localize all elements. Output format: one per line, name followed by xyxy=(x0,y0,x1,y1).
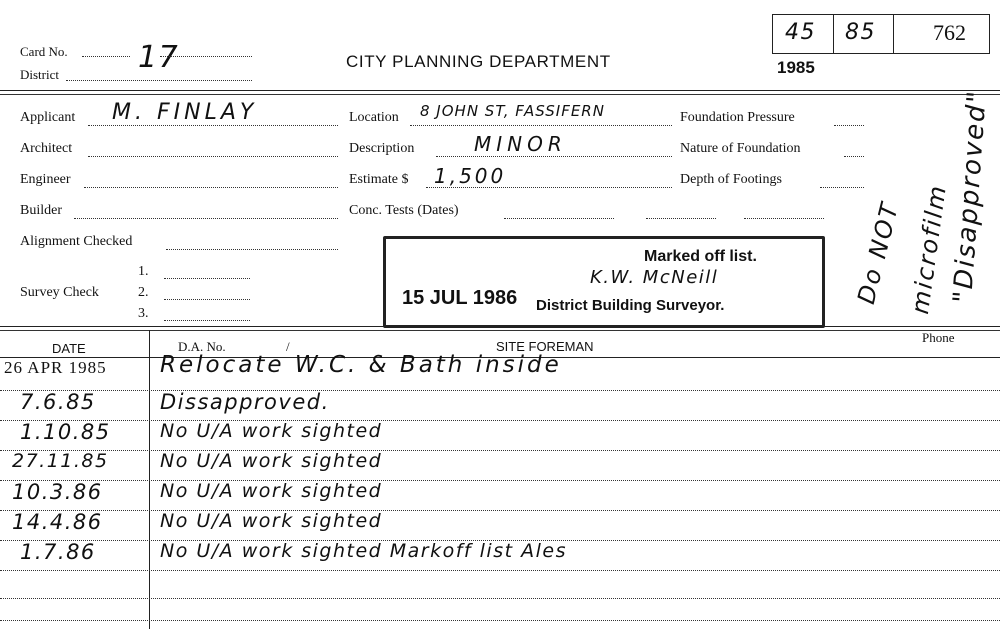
applicant-label: Applicant xyxy=(20,110,76,125)
table-row xyxy=(0,392,1000,416)
survey-check-label: Survey Check xyxy=(20,285,99,300)
year: 1985 xyxy=(777,58,815,77)
site-foreman-header: SITE FOREMAN xyxy=(496,339,594,354)
row-date: 10.3.86 xyxy=(12,480,103,504)
survey-number-2: 2. xyxy=(138,285,149,300)
foundation-pressure-label: Foundation Pressure xyxy=(680,110,795,125)
table-row xyxy=(0,512,1000,536)
architect-label: Architect xyxy=(20,141,73,156)
location-value: 8 JOHN ST, FASSIFERN xyxy=(420,102,605,120)
card-no-label: Card No. xyxy=(20,44,68,59)
card-no-value: 17 xyxy=(138,40,180,75)
ref-box-2: 85 xyxy=(845,20,876,45)
row-note: No U/A work sighted xyxy=(160,510,383,532)
row-date: 1.10.85 xyxy=(20,420,111,444)
survey-number-1: 1. xyxy=(138,264,149,279)
department-title: CITY PLANNING DEPARTMENT xyxy=(346,52,611,71)
description-label: Description xyxy=(349,141,415,156)
stamp-marked-off: Marked off list. xyxy=(644,248,757,265)
row-date: 7.6.85 xyxy=(20,390,96,414)
district-building-surveyor-stamp xyxy=(383,236,825,328)
disapproved-note: "Disapproved" xyxy=(948,88,993,305)
estimate-value: 1,500 xyxy=(434,164,507,188)
stamp-title: District Building Surveyor. xyxy=(536,297,725,314)
ref-box-1: 45 xyxy=(785,20,816,45)
da-no-label: D.A. No. xyxy=(178,339,226,354)
applicant-value: M. FINLAY xyxy=(112,100,258,125)
row-date: 27.11.85 xyxy=(12,450,109,472)
reference-box xyxy=(772,14,990,54)
do-not-note: Do NOT xyxy=(852,198,905,307)
row-note: No U/A work sighted xyxy=(160,420,383,442)
row-date: 26 APR 1985 xyxy=(4,358,107,377)
stamp-signature: K.W. McNeill xyxy=(590,267,719,288)
row-date: 14.4.86 xyxy=(12,510,103,534)
location-label: Location xyxy=(349,110,399,125)
row-note: No U/A work sighted Markoff list Ales xyxy=(160,540,567,562)
alignment-checked-label: Alignment Checked xyxy=(20,234,133,249)
depth-of-footings-label: Depth of Footings xyxy=(680,172,782,187)
description-value: MINOR xyxy=(474,132,567,156)
nature-of-foundation-label: Nature of Foundation xyxy=(680,141,801,156)
table-row xyxy=(0,422,1000,446)
table-row xyxy=(0,542,1000,566)
engineer-label: Engineer xyxy=(20,172,71,187)
stamp-date: 15 JUL 1986 xyxy=(402,287,518,309)
builder-label: Builder xyxy=(20,203,62,218)
date-header: DATE xyxy=(52,341,86,356)
row-note: No U/A work sighted xyxy=(160,450,383,472)
microfilm-note: microfilm xyxy=(906,182,952,316)
survey-number-3: 3. xyxy=(138,306,149,321)
row-note: No U/A work sighted xyxy=(160,480,383,502)
estimate-label: Estimate $ xyxy=(349,172,409,187)
ref-box-3: 762 xyxy=(933,20,966,45)
table-row xyxy=(0,352,1000,382)
row-note: Dissapproved. xyxy=(160,390,330,414)
phone-label: Phone xyxy=(922,330,955,345)
table-row xyxy=(0,482,1000,506)
conc-tests-label: Conc. Tests (Dates) xyxy=(349,203,459,218)
row-date: 1.7.86 xyxy=(20,540,96,564)
table-row xyxy=(0,452,1000,476)
district-label: District xyxy=(20,67,59,82)
row-note: Relocate W.C. & Bath inside xyxy=(160,352,562,378)
da-no-value: / xyxy=(286,339,290,354)
